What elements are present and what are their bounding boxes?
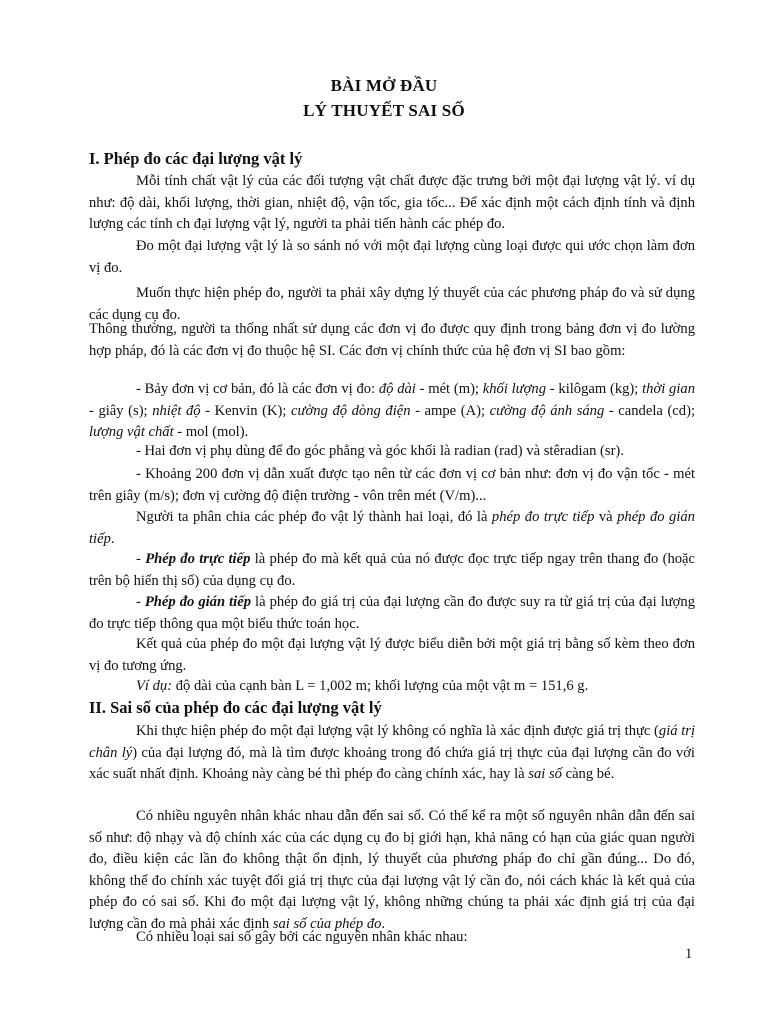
definition-indirect-measurement: - Phép đo gián tiếp là phép đo giá trị của đại lượng cần đo được suy ra từ giá trị của đại lượng đo trực tiếp thông qua một biểu thức toán học. bbox=[89, 594, 695, 632]
paragraph-measurement-methods: Muốn thực hiện phép đo, người ta phải xây dựng lý thuyết của các phương pháp đo và sử dụng các dụng cụ đo. bbox=[89, 285, 695, 323]
paragraph-measurement-definition: Đo một đại lượng vật lý là so sánh nó với một đại lượng cùng loại được qui ước chọn làm đơn vị đo. bbox=[89, 238, 695, 276]
lesson-subtitle: LÝ THUYẾT SAI SỐ bbox=[303, 101, 465, 120]
paragraph-true-value: Khi thực hiện phép đo một đại lượng vật lý không có nghĩa là xác định được giá trị thực (giá trị chân lý) của đại lượng đó, mà là tìm được khoảng trong đó chứa giá trị thực của đại lượng cần đo với xác suất nhất định. Khoảng này càng bé thì phép đo càng chính xác, hay là sai số càng bé. bbox=[89, 723, 695, 782]
section-2-heading: II. Sai số của phép đo các đại lượng vật lý bbox=[89, 698, 382, 717]
page-number: 1 bbox=[685, 946, 693, 962]
paragraph-physical-quantity: Mỗi tính chất vật lý của các đối tượng vật chất được đặc trưng bởi một đại lượng vật lý. ví dụ như: độ dài, khối lượng, thời gian, nhiệt độ, vận tốc, gia tốc... Để xác định một cách định tính và định lượng các tính ch đại lượng vật lý, người ta phải tiến hành các phép đo. bbox=[89, 173, 695, 232]
paragraph-error-causes: Có nhiều nguyên nhân khác nhau dẫn đến sai số. Có thể kể ra một số nguyên nhân dẫn đến sai số như: độ nhạy và độ chính xác của các dụng cụ đo bị giới hạn, khả năng có hạn của giác quan người đo, điều kiện các lần đo không thật ổn định, lý thuyết của phương pháp đo chỉ gần đúng... Do đó, không thể đo chính xác tuyệt đối giá trị thực của đại lượng vật lý cần đo, nói cách khác là kết quả của phép đo có sai số. Khi đo một đại lượng vật lý, không những chúng ta phải xác định giá trị của đại lượng cần đo mà phải xác định sai số của phép đo. bbox=[89, 808, 695, 932]
bullet-base-units: - Bảy đơn vị cơ bản, đó là các đơn vị đo: độ dài - mét (m); khối lượng - kilôgam (kg); thời gian - giây (s); nhiệt độ - Kenvin (K); cường độ dòng điện - ampe (A); cường độ ánh sáng - candela (cd); lượng vật chất - mol (mol). bbox=[89, 381, 696, 440]
paragraph-measurement-types: Người ta phân chia các phép đo vật lý thành hai loại, đó là phép đo trực tiếp và phép đo gián tiếp. bbox=[89, 509, 695, 547]
bullet-derived-units: - Khoảng 200 đơn vị dẫn xuất được tạo nên từ các đơn vị cơ bản như: đơn vị đo vận tốc - mét trên giây (m/s); đơn vị cường độ điện trường - vôn trên mét (V/m)... bbox=[89, 466, 695, 504]
paragraph-error-types: Có nhiều loại sai số gây bởi các nguyên nhân khác nhau: bbox=[136, 929, 468, 945]
paragraph-si-units: Thông thường, người ta thống nhất sử dụng các đơn vị đo được quy định trong bảng đơn vị đo lường hợp pháp, đó là các đơn vị đo thuộc hệ SI. Các đơn vị chính thức của hệ đơn vị SI bao gồm: bbox=[89, 321, 695, 359]
definition-direct-measurement: - Phép đo trực tiếp là phép đo mà kết quả của nó được đọc trực tiếp ngay trên thang đo (hoặc trên bộ hiển thị số) của dụng cụ đo. bbox=[89, 551, 696, 589]
section-1-heading: I. Phép đo các đại lượng vật lý bbox=[89, 149, 303, 168]
lesson-title: BÀI MỞ ĐẦU bbox=[330, 76, 438, 95]
paragraph-measurement-result: Kết quả của phép đo một đại lượng vật lý được biểu diễn bởi một giá trị bằng số kèm theo đơn vị đo tương ứng. bbox=[89, 636, 695, 674]
example-line: Ví dụ: độ dài của cạnh bàn L = 1,002 m; khối lượng của một vật m = 151,6 g. bbox=[136, 678, 589, 694]
bullet-supplementary-units: - Hai đơn vị phụ dùng để đo góc phẳng và góc khối là radian (rad) và stêradian (sr). bbox=[136, 443, 624, 459]
